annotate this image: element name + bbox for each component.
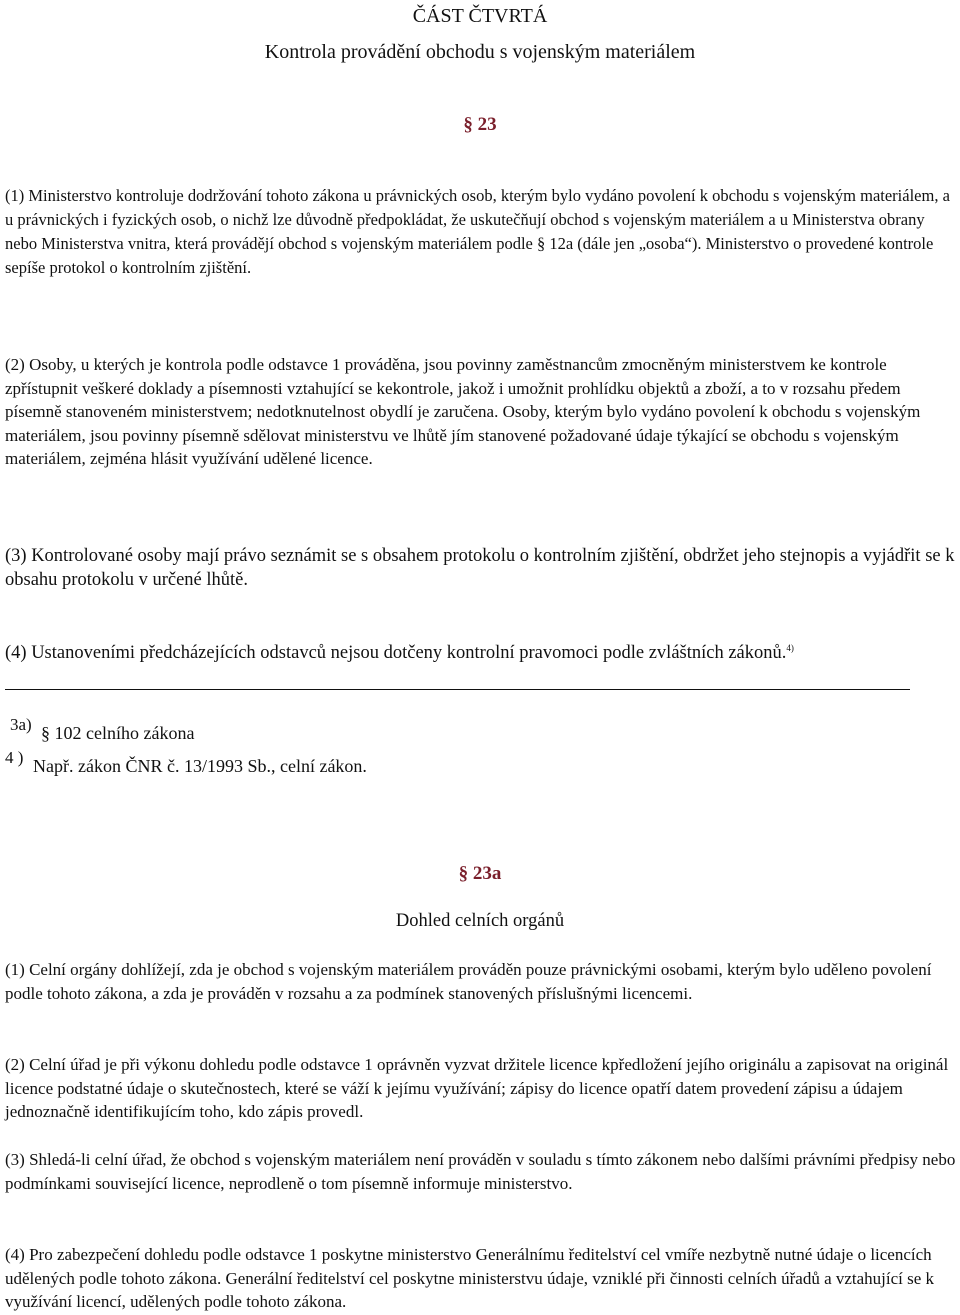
part-subtitle: Kontrola provádění obchodu s vojenským materiálem [264,41,696,63]
footnote-text: § 102 celního zákona [41,723,195,743]
section-23a-paragraph-3: (3) Shledá-li celní úřad, že obchod s vojenským materiálem není prováděn v souladu s tímto zákonem nebo dalšími právními předpisy nebo podmínkami související licence, neprodleně o tom písemně informuje ministerstvo. [5,1150,956,1193]
footnote-text: Např. zákon ČNR č. 13/1993 Sb., celní zákon. [33,756,367,776]
section-23a-paragraph-4: (4) Pro zabezpečení dohledu podle odstavce 1 poskytne ministerstvo Generálnímu ředitelství cel vmíře nezbytně nutné údaje o licencích udělených podle tohoto zákona. Generální ředitelství cel poskytne ministerstvu údaje, vzniklé při činnosti celních úřadů a vztahující se k využívání licencí, udělených podle tohoto zákona. [5,1245,935,1311]
section-23a-paragraph-2: (2) Celní úřad je při výkonu dohledu podle odstavce 1 oprávněn vyzvat držitele licence kpředložení jejího originálu a zapisovat na originál licence podstatné údaje o skutečnostech, které se váží k jejímu využívání; zápisy do licence opatří datem provedení zápisu a údajem jednoznačně identifikujícím toho, kdo zápis provedl. [5,1055,949,1121]
footnote-mark: 4 ) [5,748,24,767]
section-23-paragraph-2: (2) Osoby, u kterých je kontrola podle odstavce 1 prováděna, jsou povinny zaměstnancům zmocněným ministerstvem ke kontrole zpřístupnit veškeré doklady a písemnosti vztahující se kekontrole, jakož i umožnit prohlídku objektů a zboží, a to v rozsahu předem písemně stanoveném ministerstvem; nedotknutelnost obydlí je zaručena. Osoby, kterým bylo vydáno povolení k obchodu s vojenským materiálem, jsou povinny písemně sdělovat ministerstvu ve lhůtě jím stanovené požadované údaje týkající se obchodu s vojenským materiálem, zejména hlásit využívání udělené licence. [5,355,921,468]
part-title: ČÁST ČTVRTÁ [412,5,548,27]
section-23-paragraph-1: (1) Ministerstvo kontroluje dodržování tohoto zákona u právnických osob, kterým bylo vydáno povolení k obchodu s vojenským materiálem, a u právnických i fyzických osob, o nichž lze důvodně předpokládat, že uskutečňují obchod s vojenským materiálem a u Ministerstva obrany nebo Ministerstva vnitra, která provádějí obchod s vojenským materiálem podle § 12a (dále jen „osoba“). Ministerstvo o provedené kontrole sepíše protokol o kontrolním zjištění. [5,186,950,277]
footnote-divider [5,689,910,690]
section-23-paragraph-4-text: (4) Ustanoveními předcházejících odstavců nejsou dotčeny kontrolní pravomoci podle zvláštních zákonů. [5,643,787,663]
footnote-reference: 4) [786,642,794,653]
footnote-mark: 3a) [10,715,32,734]
section-23a-heading: § 23a [458,863,502,884]
section-23-paragraph-4 [5,641,957,665]
section-23-paragraph-3: (3) Kontrolované osoby mají právo seznámit se s obsahem protokolu o kontrolním zjištění, obdržet jeho stejnopis a vyjádřit se k obsahu protokolu v určené lhůtě. [5,546,955,590]
section-23a-title: Dohled celních orgánů [395,911,565,931]
section-23a-paragraph-1: (1) Celní orgány dohlížejí, zda je obchod s vojenským materiálem prováděn pouze právnickými osobami, kterým bylo uděleno povolení podle tohoto zákona, a zda je prováděn v rozsahu a za podmínek stanovených příslušnými licencemi. [5,960,932,1003]
section-23-heading: § 23 [463,114,497,135]
